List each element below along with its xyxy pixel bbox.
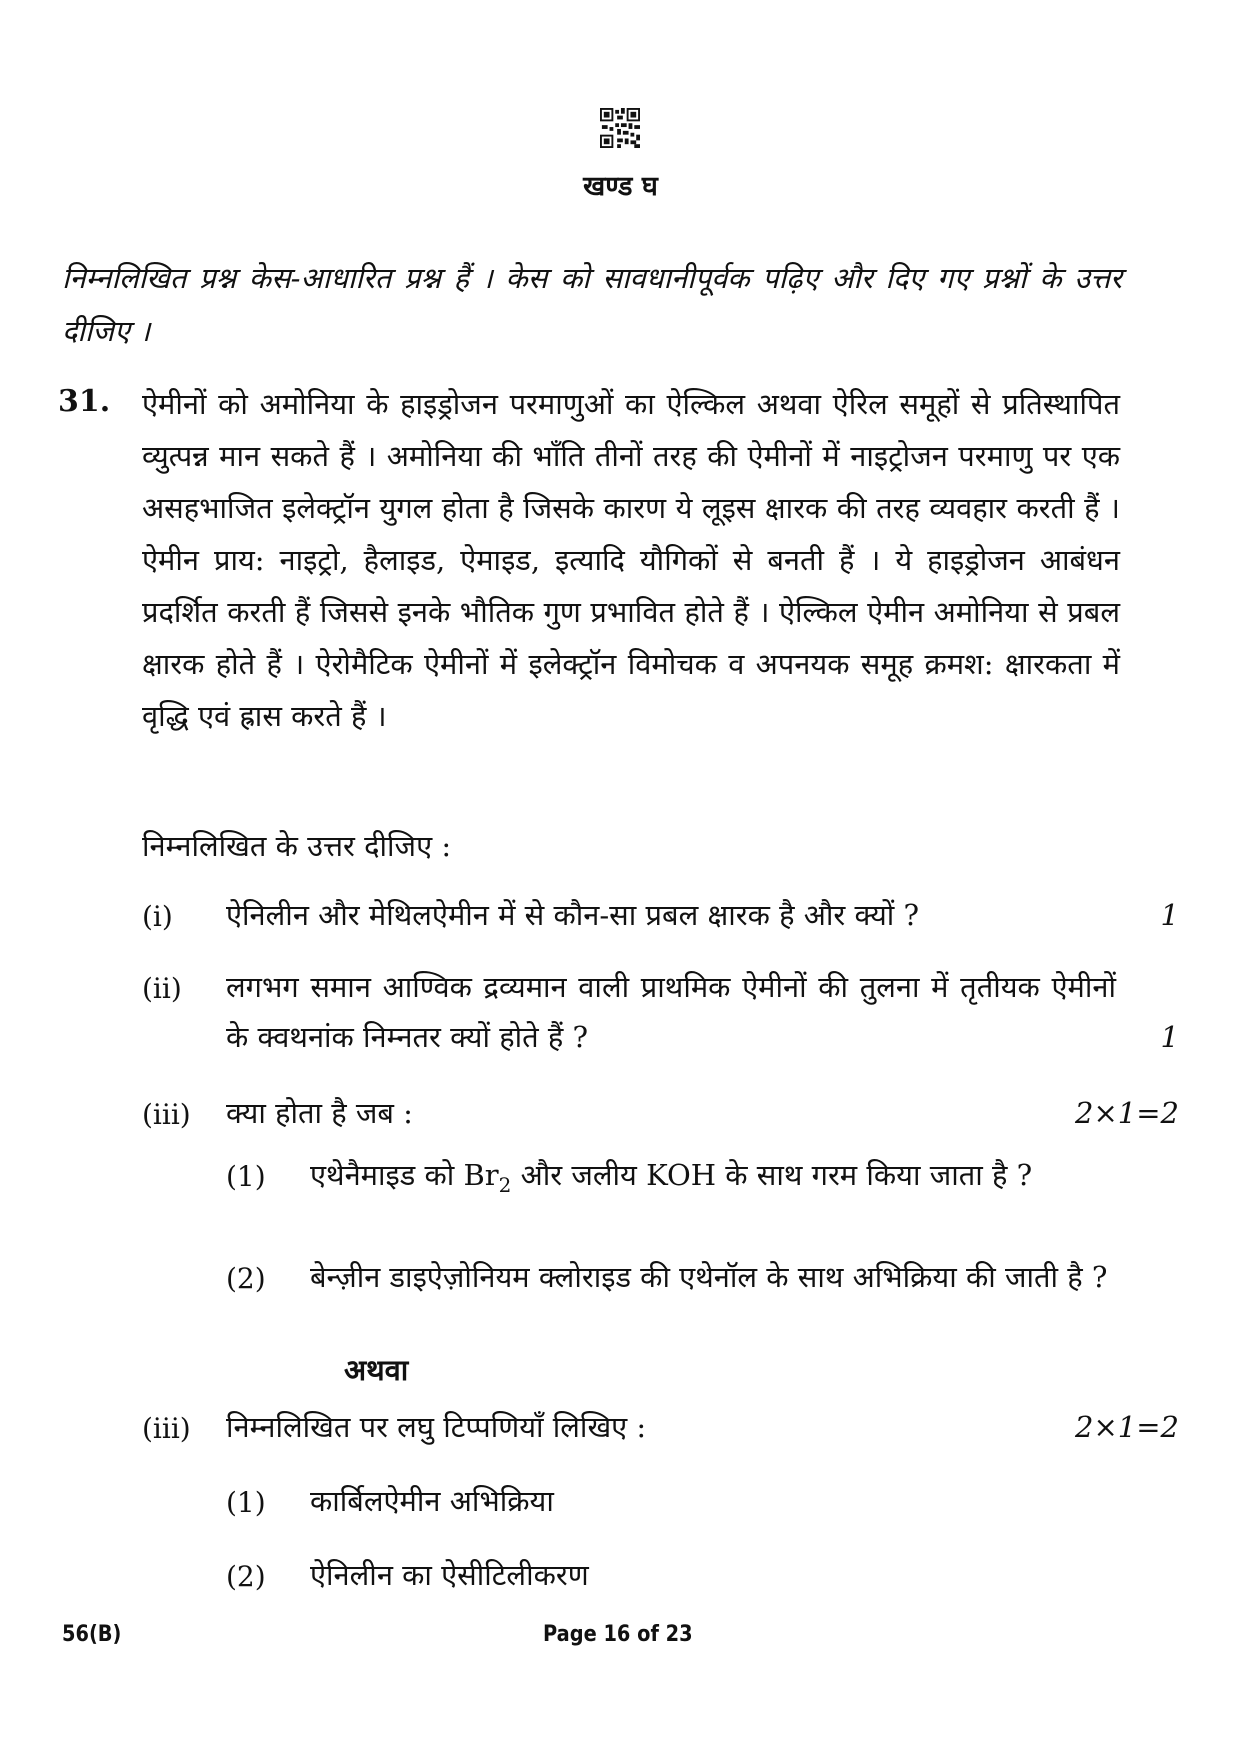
part-text: निम्नलिखित पर लघु टिप्पणियाँ लिखिए :: [226, 1410, 647, 1444]
sub-text: ऐनिलीन का ऐसीटिलीकरण: [310, 1558, 589, 1592]
part-label: (ii): [142, 972, 182, 1005]
qr-code-icon: [600, 108, 640, 148]
sub-label: (2): [226, 1560, 266, 1593]
sub-label: (2): [226, 1262, 266, 1295]
case-passage: ऐमीनों को अमोनिया के हाइड्रोजन परमाणुओं का ऐल्किल अथवा ऐरिल समूहों से प्रतिस्थापित व्युत्पन्न मान सकते हैं । अमोनिया की भाँति तीनों तरह की ऐमीनों में नाइट्रोजन परमाणु पर एक असहभाजित इलेक्ट्रॉन युगल होता है जिसके कारण ये लूइस क्षारक की तरह व्यवहार करती हैं । ऐमीन प्राय: नाइट्रो, हैलाइड, ऐमाइड, इत्यादि यौगिकों से बनती हैं । ये हाइड्रोजन आबंधन प्रदर्शित करती हैं जिससे इनके भौतिक गुण प्रभावित होते हैं । ऐल्किल ऐमीन अमोनिया से प्रबल क्षारक होते हैं । ऐरोमैटिक ऐमीनों में इलेक्ट्रॉन विमोचक व अपनयक समूह क्रमश: क्षारकता में वृद्धि एवं ह्रास करते हैं ।: [142, 387, 1120, 733]
paper-code: 56(B): [62, 1622, 122, 1647]
part-text: ऐनिलीन और मेथिलऐमीन में से कौन-सा प्रबल क्षारक है और क्यों ?: [226, 898, 920, 932]
part-label: (i): [142, 900, 173, 933]
marks: 2×1=2: [1075, 1096, 1179, 1130]
part-label: (iii): [142, 1412, 191, 1445]
sub-label: (1): [226, 1486, 266, 1519]
part-text: लगभग समान आण्विक द्रव्यमान वाली प्राथमिक ऐमीनों की तुलना में तृतीयक ऐमीनों के क्वथनांक निम्नतर क्यों होते हैं ?: [226, 970, 1116, 1054]
marks: 2×1=2: [1075, 1410, 1179, 1444]
sub-label: (1): [226, 1160, 266, 1193]
marks: 1: [1160, 898, 1179, 932]
lead-in: निम्नलिखित के उत्तर दीजिए :: [142, 829, 452, 863]
marks: 1: [1160, 1020, 1179, 1054]
instructions: निम्नलिखित प्रश्न केस-आधारित प्रश्न हैं । केस को सावधानीपूर्वक पढ़िए और दिए गए प्रश्नों के उत्तर दीजिए ।: [62, 261, 1122, 348]
page-number: Page 16 of 23: [543, 1622, 693, 1647]
or-separator: अथवा: [344, 1353, 409, 1387]
part-text: क्या होता है जब :: [226, 1096, 413, 1130]
section-title: खण्ड घ: [583, 171, 658, 202]
sub-text: कार्बिलऐमीन अभिक्रिया: [310, 1484, 554, 1518]
subscript: 2: [498, 1172, 512, 1197]
sub-text: एथेनैमाइड को $Br_2$ और जलीय KOH के साथ गरम किया जाता है ?: [310, 1158, 1033, 1197]
sub-text: बेन्ज़ीन डाइऐज़ोनियम क्लोराइड की एथेनॉल के साथ अभिक्रिया की जाती है ?: [310, 1260, 1108, 1294]
part-label: (iii): [142, 1098, 191, 1131]
question-number: 31.: [58, 384, 111, 419]
